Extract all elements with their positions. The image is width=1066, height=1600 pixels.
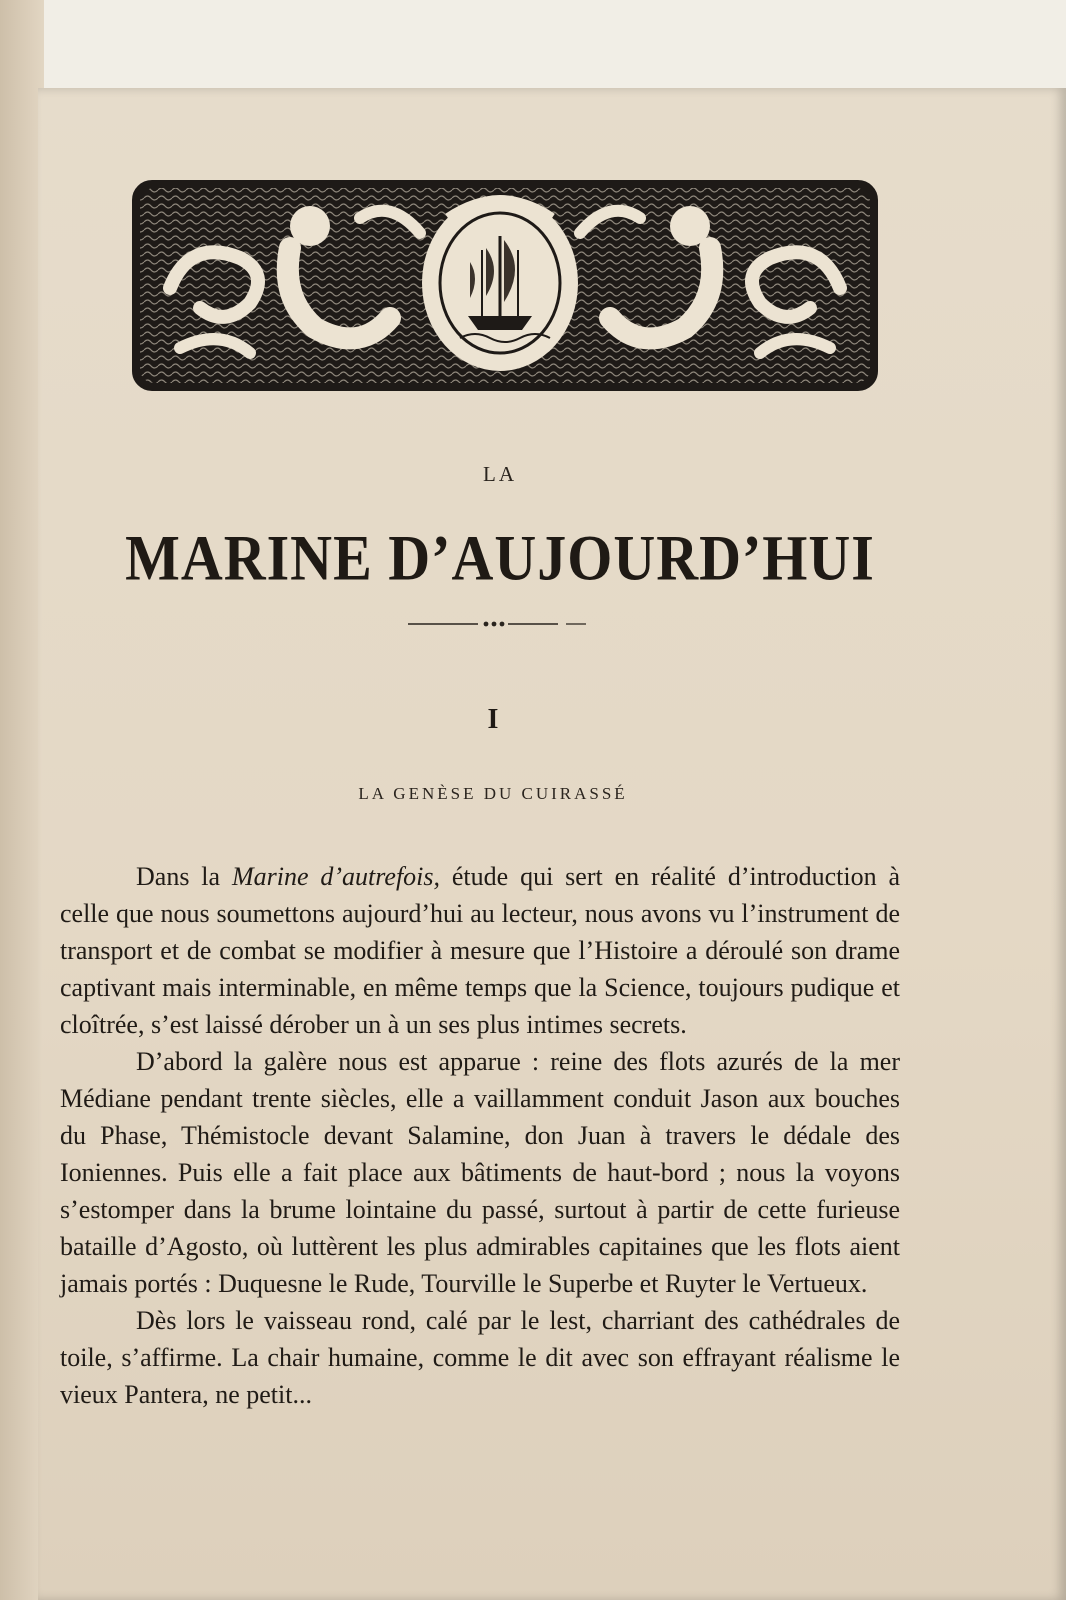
- book-title-reference: Marine d’autrefois,: [231, 862, 441, 891]
- engraved-headpiece-banner: [130, 178, 880, 393]
- body-text: [60, 858, 900, 1413]
- paragraph-2: D’abord la galère nous est apparue : reine des flots azurés de la mer Médiane pendant trente siècles, elle a vaillamment conduit Jason aux bouches du Phase, Thémistocle devant Salamine, don Juan à travers le dédale des Ioniennes. Puis elle a fait place aux bâtiments de haut-bord ; nous la voyons s’estomper dans la brume lointaine du passé, surtout à partir de cette furieuse bataille d’Agosto, où luttèrent les plus admirables capitaines que les flots aient jamais portés : Duquesne le Rude, Tourville le Superbe et Ruyter le Vertueux.: [60, 1047, 900, 1298]
- title-rule-ornament: [408, 614, 586, 634]
- paragraph-1: [60, 858, 900, 1043]
- title-kicker: LA: [483, 462, 517, 486]
- chapter-number: I: [487, 704, 499, 735]
- chapter-title: LA GENÈSE DU CUIRASSÉ: [358, 784, 628, 803]
- paragraph-1-lead: Dans la: [136, 862, 232, 891]
- divider-flourish-icon: [408, 614, 586, 634]
- paragraph-3: Dès lors le vaisseau rond, calé par le lest, charriant des cathédrales de toile, s’affirme. La chair humaine, comme le dit avec son effrayant réalisme le vieux Pantera, ne petit...: [60, 1306, 900, 1409]
- ship-and-mermaids-engraving: [130, 178, 880, 393]
- paragraph-1-rest: étude qui sert en réalité d’introduction à celle que nous soumettons aujourd’hui au lecteur, nous avons vu l’instrument de transport et de combat se modifier à mesure que l’Histoire a déroulé son drame captivant mais interminable, en même temps que la Science, toujours pudique et cloîtrée, s’est laissé dérober un à un ses plus intimes secrets.: [60, 862, 900, 1039]
- page-title: MARINE D’AUJOURD’HUI: [125, 521, 875, 594]
